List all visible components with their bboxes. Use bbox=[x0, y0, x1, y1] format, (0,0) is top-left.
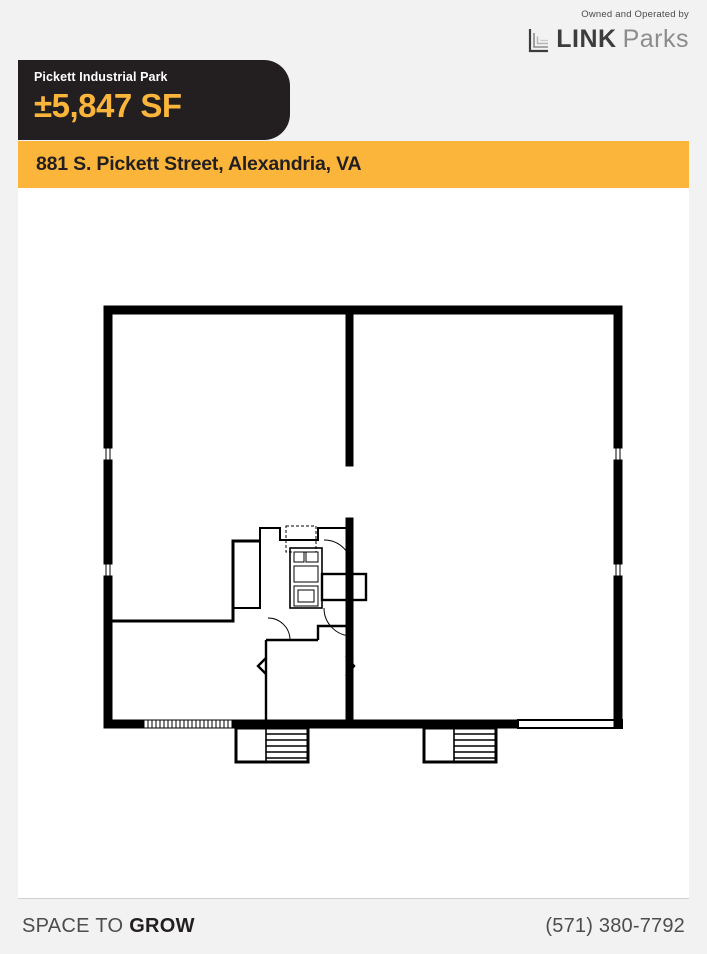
owned-operated-label: Owned and Operated by bbox=[581, 9, 689, 20]
floor-plan-container bbox=[18, 188, 689, 898]
footer bbox=[18, 898, 689, 954]
property-name: Pickett Industrial Park bbox=[34, 70, 168, 84]
tagline bbox=[22, 915, 195, 938]
floor-plan-drawing bbox=[18, 188, 689, 898]
tagline-bold: GROW bbox=[129, 915, 195, 937]
link-parks-logo-icon bbox=[528, 27, 550, 53]
brand-block bbox=[528, 10, 689, 53]
address-bar bbox=[18, 141, 689, 188]
tagline-light: SPACE TO bbox=[22, 915, 130, 937]
property-address: 881 S. Pickett Street, Alexandria, VA bbox=[36, 153, 362, 175]
property-badge bbox=[18, 60, 290, 140]
brand-name-secondary: Parks bbox=[622, 25, 689, 53]
square-footage: ±5,847 SF bbox=[34, 87, 182, 124]
brand-name-primary: LINK bbox=[556, 25, 617, 53]
brand-logo-row bbox=[528, 27, 689, 53]
contact-phone[interactable]: (571) 380-7792 bbox=[545, 915, 685, 937]
